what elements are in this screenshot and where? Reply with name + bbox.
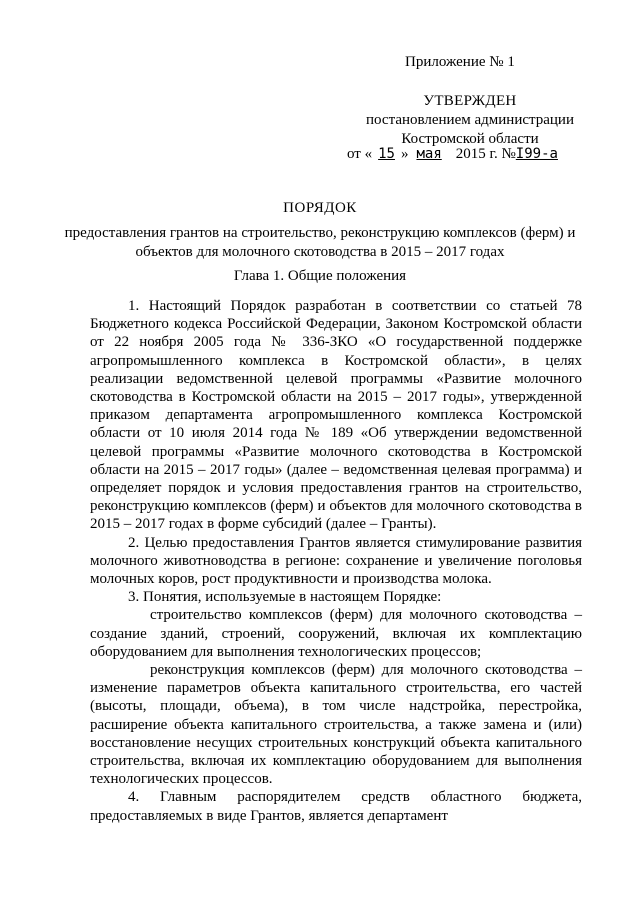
date-month: мая [416, 146, 442, 162]
approval-line-2: Костромской области [401, 131, 539, 147]
definition-reconstruction: реконструкция комплексов (ферм) для молочного скотоводства – изменение параметров объекта капитального строительства, его частей (высоты, площади, объема), в том числе надстройка, перестройка, расширение объекта капитального строительства, а также замена и (или) восстановление несущих строительных конструкций объекта капитального строительства, включая их комплектацию оборудованием для выполнения технологических процессов. [90, 662, 582, 788]
date-year: 2015 г. № [455, 146, 516, 162]
date-day: 15 [378, 146, 395, 162]
approved-title: УТВЕРЖДЕН [423, 93, 517, 109]
paragraph-3: 3. Понятия, используемые в настоящем Порядке: [128, 589, 442, 606]
document-body [90, 297, 582, 825]
paragraph-2: 2. Целью предоставления Грантов является стимулирование развития молочного животноводства в регионе: сохранение и увеличение поголовья молочных коров, рост продуктивности и производства молока. [90, 534, 582, 588]
chapter-heading: Глава 1. Общие положения [233, 268, 407, 284]
date-mid: » [400, 146, 409, 162]
paragraph-1: 1. Настоящий Порядок разработан в соответствии со статьей 78 Бюджетного кодекса Российской Федерации, Законом Костромской области от 22 ноября 2005 года № 336-ЗКО «О государственной поддержке агропромышленного комплекса в Костромской области», в целях реализации ведомственной целевой программы «Развитие молочного скотоводства в Костромской области на 2015 – 2017 годы», утвержденной приказом департамента агропромышленного комплекса Костромской области от 10 июля 2014 года № 189 «Об утверждении ведомственной целевой программы «Развитие молочного скотоводства в Костромской области на 2015 – 2017 годы» (далее – ведомственная целевая программа) и определяет порядок и условия предоставления грантов на строительство, реконструкцию комплексов (ферм) и объектов для молочного скотоводства в 2015 – 2017 годах в форме субсидий (далее – Гранты). [90, 298, 582, 533]
document-subtitle: предоставления грантов на строительство, реконструкцию комплексов (ферм) и объектов для молочного скотоводства в 2015 – 2017 годах [64, 225, 576, 260]
paragraph-4: 4. Главным распорядителем средств областного бюджета, предоставляемых в виде Грантов, является департамент [90, 789, 582, 824]
approval-date-line [347, 146, 558, 163]
document-number: I99-а [515, 146, 558, 162]
definition-construction: строительство комплексов (ферм) для молочного скотоводства – создание зданий, строений, сооружений, включая их комплектацию оборудованием для выполнения технологических процессов; [90, 607, 582, 660]
approval-line-1: постановлением администрации [366, 112, 574, 128]
document-title: ПОРЯДОК [283, 200, 357, 216]
approval-block [340, 92, 600, 149]
date-prefix: от « [347, 146, 373, 162]
appendix-label: Приложение № 1 [405, 54, 515, 70]
